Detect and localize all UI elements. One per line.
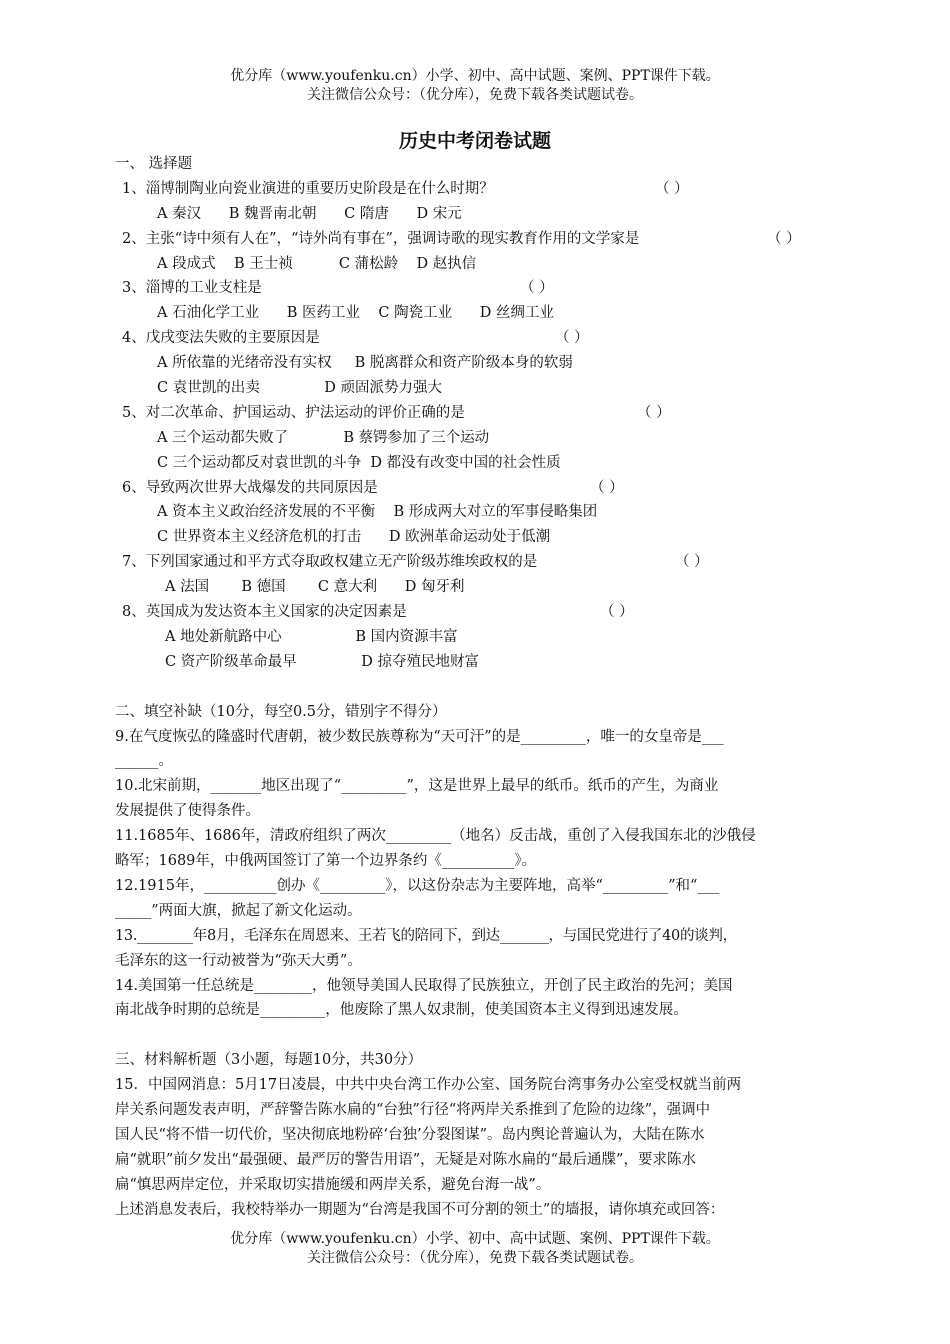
footer-line-1: 优分库（www.youfenku.cn）小学、初中、高中试题、案例、PPT课件下载。 [230,1231,720,1247]
page-header [0,67,950,105]
material-line: 15．中国网消息：5月17日凌晨，中共中央台湾工作办公室、国务院台湾事务办公室受权就当前两 [115,1077,742,1094]
fill-item-13 [115,924,840,974]
material-line: 扁“就职”前夕发出“最强硬、最严厉的警告用语”，无疑是对陈水扁的“最后通牒”，要求陈水 [115,1151,696,1168]
answer-paren: （ ） [637,404,671,421]
question-4 [115,326,840,351]
question-2 [115,227,840,252]
exam-body [115,152,840,1223]
header-line-1: 优分库（www.youfenku.cn）小学、初中、高中试题、案例、PPT课件下载。 [230,68,720,84]
question-8-option-line-1: A 地处新航路中心 B 国内资源丰富 [165,628,458,645]
question-5 [115,401,840,426]
question-7-options: A 法国 B 德国 C 意大利 D 匈牙利 [165,579,465,596]
answer-paren: （ ） [675,554,709,571]
material-line: 岸关系问题发表声明，严辞警告陈水扁的“台独”行径“将两岸关系推到了危险的边缘”，强调中 [115,1102,711,1119]
question-8-option-line-2: C 资产阶级革命最早 D 掠夺殖民地财富 [165,653,479,670]
fill-line: 发展提供了使得条件。 [115,803,260,820]
question-stem: 8、英国成为发达资本主义国家的决定因素是 [122,604,407,621]
answer-paren: （ ） [590,479,624,496]
question-5-option-line-1: A 三个运动都失败了 B 蔡锷参加了三个运动 [157,429,490,446]
material-line: 国人民“将不惜一切代价，坚决彻底地粉碎‘台独’分裂图谋”。岛内舆论普遍认为，大陆在陈水 [115,1126,705,1143]
question-6 [115,476,840,501]
footer-line-2: 关注微信公众号：（优分库），免费下载各类试题试卷。 [307,1250,643,1266]
fill-line: ______。 [115,753,173,770]
material-line: 扁“慎思两岸定位，并采取切实措施缓和两岸关系，避免台海一战”。 [115,1176,551,1193]
fill-line: 13.________年8月，毛泽东在周恩来、王若飞的陪同下，到达_______，与国民党进行了40的谈判， [115,927,737,944]
question-6-option-line-1: A 资本主义政治经济发展的不平衡 B 形成两大对立的军事侵略集团 [157,504,598,521]
page-footer [0,1230,950,1268]
answer-paren: （ ） [520,280,554,297]
question-4-option-line-1: A 所依靠的光绪帝没有实权 B 脱离群众和资产阶级本身的软弱 [157,355,573,372]
fill-line: 10.北宋前期，_______地区出现了“_________”，这是世界上最早的纸币。纸币的产生，为商业 [115,778,719,795]
question-1 [115,177,840,202]
question-stem: 7、下列国家通过和平方式夺取政权建立无产阶级苏维埃政权的是 [122,554,538,571]
answer-paren: （ ） [555,330,589,347]
section1-heading: 一、 选择题 [115,156,193,172]
fill-line: 11.1685年、1686年，清政府组织了两次_________（地名）反击战，重创了入侵我国东北的沙俄侵 [115,828,756,845]
question-8 [115,600,840,625]
section3-heading: 三、材料解析题（3小题，每题10分，共30分） [115,1052,423,1069]
fill-item-14 [115,974,840,1024]
question-1-options: A 秦汉 B 魏晋南北朝 C 隋唐 D 宋元 [157,205,462,222]
answer-paren: （ ） [767,230,801,247]
question-stem: 4、戊戌变法失败的主要原因是 [122,330,320,347]
question-stem: 5、对二次革命、护国运动、护法运动的评价正确的是 [122,404,465,421]
fill-item-12 [115,874,840,924]
fill-line: 9.在气度恢弘的隆盛时代唐朝，被少数民族尊称为“天可汗”的是_________，唯一的女皇帝是___ [115,728,724,745]
question-2-options: A 段成式 B 王士祯 C 蒲松龄 D 赵执信 [157,255,477,272]
question-3-options: A 石油化学工业 B 医药工业 C 陶瓷工业 D 丝绸工业 [157,305,555,322]
fill-line: 14.美国第一任总统是________，他领导美国人民取得了民族独立，开创了民主政治的先河；美国 [115,977,733,994]
fill-line: 南北战争时期的总统是_________，他废除了黑人奴隶制，使美国资本主义得到迅速发展。 [115,1002,688,1019]
question-stem: 6、导致两次世界大战爆发的共同原因是 [122,479,378,496]
fill-item-11 [115,824,840,874]
fill-line: 略军；1689年，中俄两国签订了第一个边界条约《__________》。 [115,853,537,870]
fill-line: 毛泽东的这一行动被誉为“弥天大勇”。 [115,952,362,969]
fill-item-9 [115,725,840,775]
question-3 [115,276,840,301]
question-stem: 3、淄博的工业支柱是 [122,280,262,297]
question-5-option-line-2: C 三个运动都反对袁世凯的斗争 D 都没有改变中国的社会性质 [157,454,561,471]
fill-line: _____”两面大旗，掀起了新文化运动。 [115,902,362,919]
question-4-option-line-2: C 袁世凯的出卖 D 顽固派势力强大 [157,380,442,397]
page-title: 历史中考闭卷试题 [398,130,551,152]
fill-line: 12.1915年，__________创办《_________》，以这份杂志为主要阵地，高举“_________”和“___ [115,877,720,894]
question-7 [115,550,840,575]
fill-item-10 [115,774,840,824]
question-stem: 1、淄博制陶业向瓷业演进的重要历史阶段是在什么时期？ [122,180,494,197]
answer-paren: （ ） [655,180,689,197]
section2-heading: 二、填空补缺（10分，每空0.5分，错别字不得分） [115,703,447,720]
material-line: 上述消息发表后，我校特举办一期题为“台湾是我国不可分割的领土”的墙报，请你填充或回答： [115,1201,725,1218]
question-stem: 2、主张“诗中须有人在”，“诗外尚有事在”，强调诗歌的现实教育作用的文学家是 [122,230,640,247]
answer-paren: （ ） [600,604,634,621]
header-line-2: 关注微信公众号：（优分库），免费下载各类试题试卷。 [307,87,643,103]
question-6-option-line-2: C 世界资本主义经济危机的打击 D 欧洲革命运动处于低潮 [157,529,551,546]
